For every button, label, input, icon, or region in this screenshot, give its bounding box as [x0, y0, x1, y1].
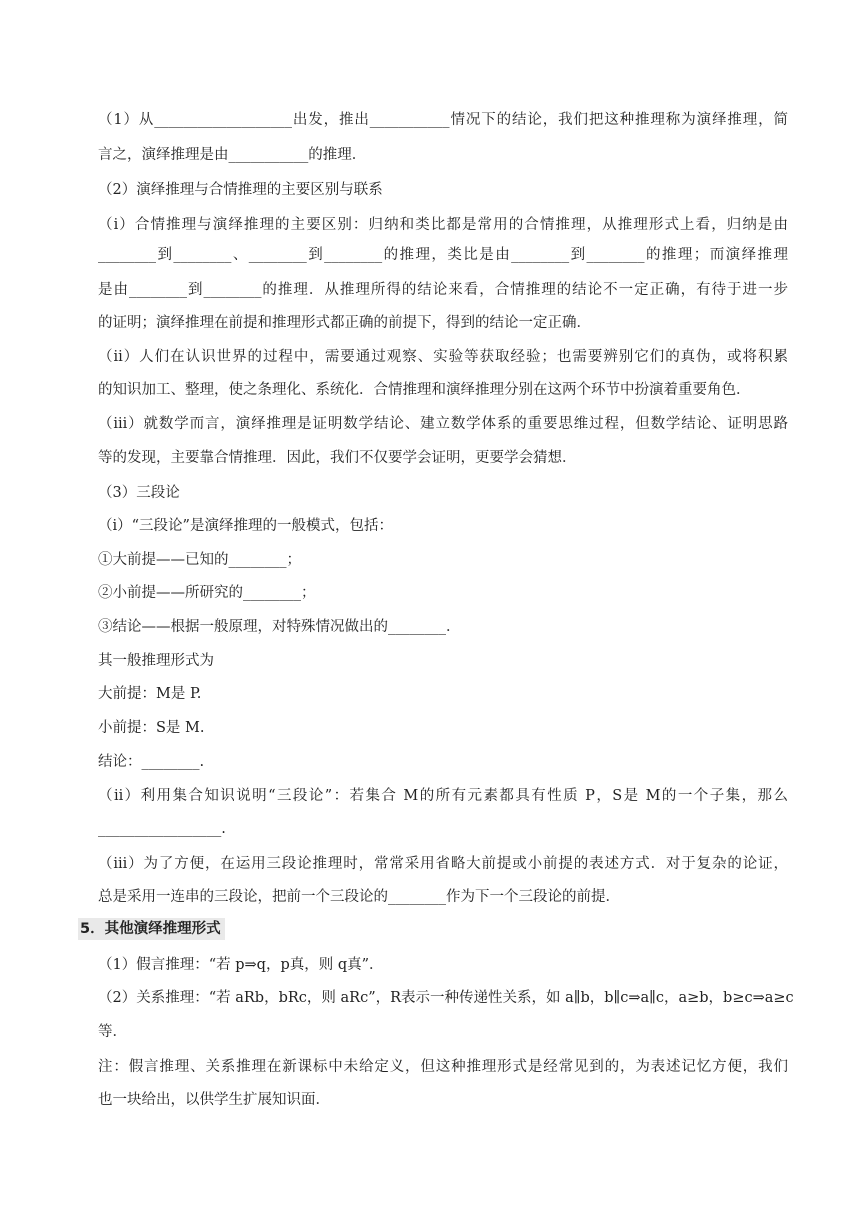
text-line: 也一块给出，以供学生扩展知识面．: [98, 1092, 330, 1108]
text-line: 等的发现，主要靠合情推理．因此，我们不仅要学会证明，更要学会猜想．: [98, 450, 577, 466]
text-line: 的证明；演绎推理在前提和推理形式都正确的前提下，得到的结论一定正确．: [98, 315, 591, 331]
text-line: （i）合情推理与演绎推理的主要区别：归纳和类比都是常用的合情推理，从推理形式上看，归纳是由: [98, 217, 788, 233]
text-line: 言之，演绎推理是由___________的推理．: [98, 147, 367, 163]
text-line: （1）假言推理：“若 p⇒q，p真，则 q真”．: [98, 957, 384, 973]
text-line: （iii）为了方便，在运用三段论推理时，常常采用省略大前提或小前提的表述方式．对于复杂的论证，: [98, 856, 788, 872]
text-line: 注：假言推理、关系推理在新课标中未给定义，但这种推理形式是经常见到的，为表述记忆方便，我们: [98, 1059, 788, 1075]
text-line: ③结论——根据一般原理，对特殊情况做出的________．: [98, 619, 461, 635]
subsection-title: （3）三段论: [98, 485, 180, 501]
text-line: _________________.: [98, 821, 226, 837]
text-line: （2）关系推理：“若 aRb，bRc，则 aRc”，R表示一种传递性关系，如 a∥b，b∥c⇒a∥c，a≥b，b≥c⇒a≥c: [98, 990, 794, 1006]
text-line: 结论：________.: [98, 754, 205, 770]
text-line: 等．: [98, 1024, 127, 1040]
text-line: 是由________到________的推理．从推理所得的结论来看，合情推理的结论不一定正确，有待于进一步: [98, 282, 788, 298]
text-line: 总是采用一连串的三段论，把前一个三段论的________作为下一个三段论的前提．: [98, 889, 620, 905]
text-line: （ii）利用集合知识说明“三段论”：若集合 M的所有元素都具有性质 P，S是 M的一个子集，那么: [98, 788, 788, 804]
section-heading: 5．其他演绎推理形式: [78, 918, 225, 940]
text-line: 大前提：M是 P.: [98, 686, 202, 702]
text-line: （1）从___________________出发，推出___________情况下的结论，我们把这种推理称为演绎推理，简: [98, 112, 788, 128]
text-line: 小前提：S是 M.: [98, 720, 205, 736]
text-line: （i）“三段论”是演绎推理的一般模式，包括：: [98, 518, 393, 534]
subsection-title: （2）演绎推理与合情推理的主要区别与联系: [98, 182, 383, 198]
text-line: 其一般推理形式为: [98, 653, 214, 669]
text-line: ________到________、________到________的推理，类比是由________到________的推理；而演绎推理: [98, 247, 788, 263]
text-line: ②小前提——所研究的________；: [98, 585, 316, 601]
text-line: ①大前提——已知的________；: [98, 552, 301, 568]
text-line: （ii）人们在认识世界的过程中，需要通过观察、实验等获取经验；也需要辨别它们的真伪，或将积累: [98, 349, 788, 365]
text-line: 的知识加工、整理，使之条理化、系统化．合情推理和演绎推理分别在这两个环节中扮演着重要角色．: [98, 382, 751, 398]
text-line: （iii）就数学而言，演绎推理是证明数学结论、建立数学体系的重要思维过程，但数学结论、证明思路: [98, 416, 788, 432]
